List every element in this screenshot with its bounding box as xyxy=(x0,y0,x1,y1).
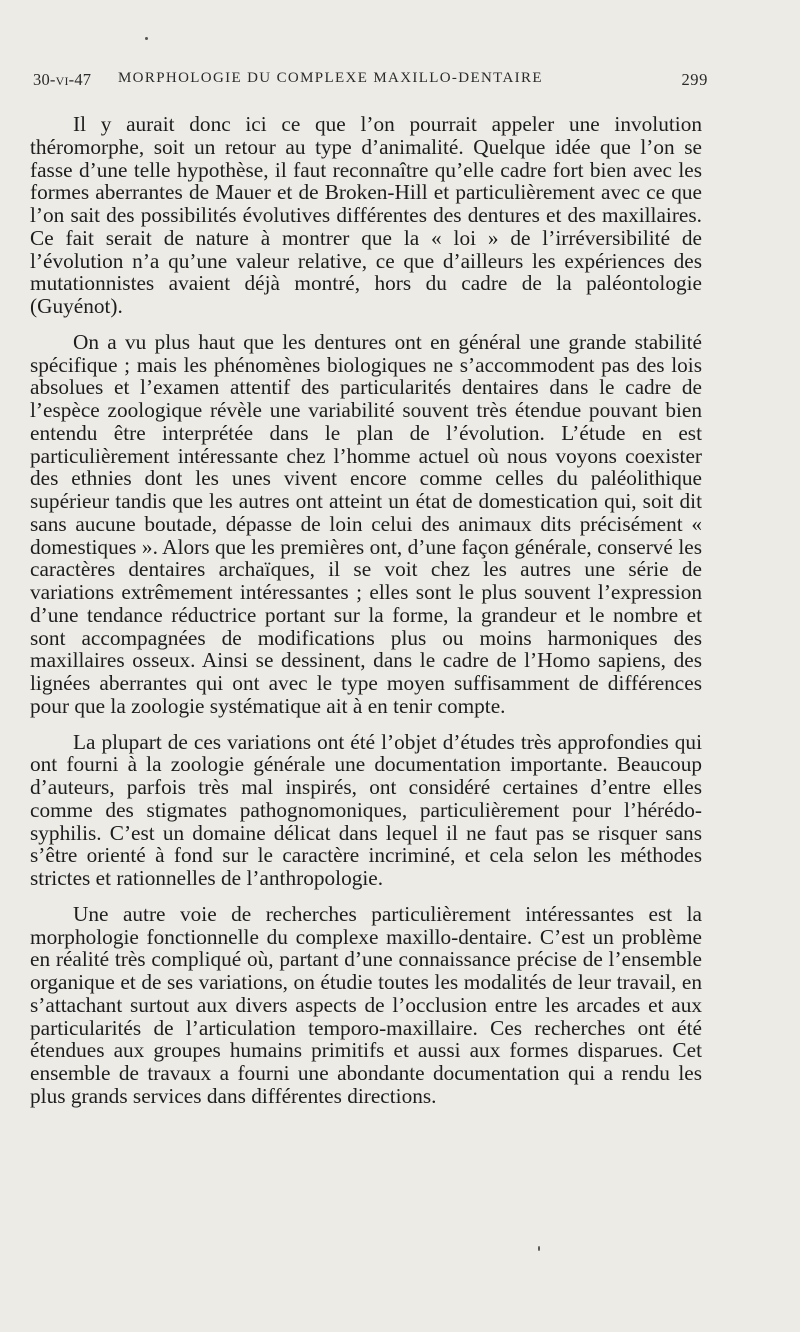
ink-speck xyxy=(145,37,148,40)
header-date: 30-vi-47 xyxy=(33,70,92,89)
running-header xyxy=(33,70,708,94)
page-number: 299 xyxy=(681,70,708,89)
running-title: MORPHOLOGIE DU COMPLEXE MAXILLO-DENTAIRE xyxy=(118,70,543,86)
paragraph: La plupart de ces variations ont été l’objet d’études très approfondies qui ont fourni à la zoologie générale une documentation importante. Beaucoup d’auteurs, parfois très mal inspirés, ont considéré certaines d’entre elles comme des stigmates pathognomoniques, particulièrement pour l’hérédo-syphilis. C’est un domaine délicat dans lequel il ne faut pas se risquer sans s’être orienté à fond sur le caractère incriminé, et cela selon les méthodes strictes et rationnelles de l’anthropologie. xyxy=(30,729,702,890)
body-text xyxy=(30,113,702,1121)
paragraph: Il y aurait donc ici ce que l’on pourrait appeler une involution théromorphe, soit un retour au type d’animalité. Quelque idée que l’on se fasse d’une telle hypothèse, il faut reconnaître qu’elle cadre fort bien avec les formes aberrantes de Mauer et de Broken-Hill et particulièrement avec ce que l’on sait des possibilités évolutives différentes des dentures et des maxillaires. Ce fait serait de nature à montrer que la « loi » de l’irréversibilité de l’évolution n’a qu’une valeur relative, ce que d’ailleurs les expériences des mutationnistes avaient déjà montré, hors du cadre de la paléontologie (Guyénot). xyxy=(30,112,702,318)
ink-speck xyxy=(538,1246,540,1251)
paragraph: On a vu plus haut que les dentures ont en général une grande stabilité spécifique ; mais les phénomènes biologiques ne s’accommodent pas des lois absolues et l’examen attentif des particularités dentaires dans le cadre de l’espèce zoologique révèle une variabilité souvent très étendue pouvant bien entendu être interprétée dans le plan de l’évolution. L’étude en est particulièrement intéressante chez l’homme actuel où nous voyons coexister des ethnies dont les unes vivent encore comme celles du paléolithique supérieur tandis que les autres ont atteint un état de domestication qui, soit dit sans aucune boutade, dépasse de loin celui des animaux dits précisément « domestiques ». Alors que les premières ont, d’une façon générale, conservé les caractères dentaires archaïques, il se voit chez les autres une série de variations extrêmement intéressantes ; elles sont le plus souvent l’expression d’une tendance réductrice portant sur la forme, la grandeur et le nombre et sont accompagnées de modifications plus ou moins harmoniques des maxillaires osseux. Ainsi se dessinent, dans le cadre de l’Homo sapiens, des lignées aberrantes qui ont avec le type moyen suffisamment de différences pour que la zoologie systématique ait à en tenir compte. xyxy=(30,329,702,718)
paragraph: Une autre voie de recherches particulièrement intéressantes est la morphologie fonctionnelle du complexe maxillo-dentaire. C’est un problème en réalité très compliqué où, partant d’une connaissance précise de l’ensemble organique et de ses variations, on étudie toutes les modalités de leur travail, en s’attachant surtout aux divers aspects de l’occlusion entre les arcades et aux particularités de l’articulation temporo-maxillaire. Ces recherches ont été étendues aux groupes humains primitifs et aussi aux formes disparues. Cet ensemble de travaux a fourni une abondante documentation qui a rendu les plus grands services dans différentes directions. xyxy=(30,901,702,1108)
